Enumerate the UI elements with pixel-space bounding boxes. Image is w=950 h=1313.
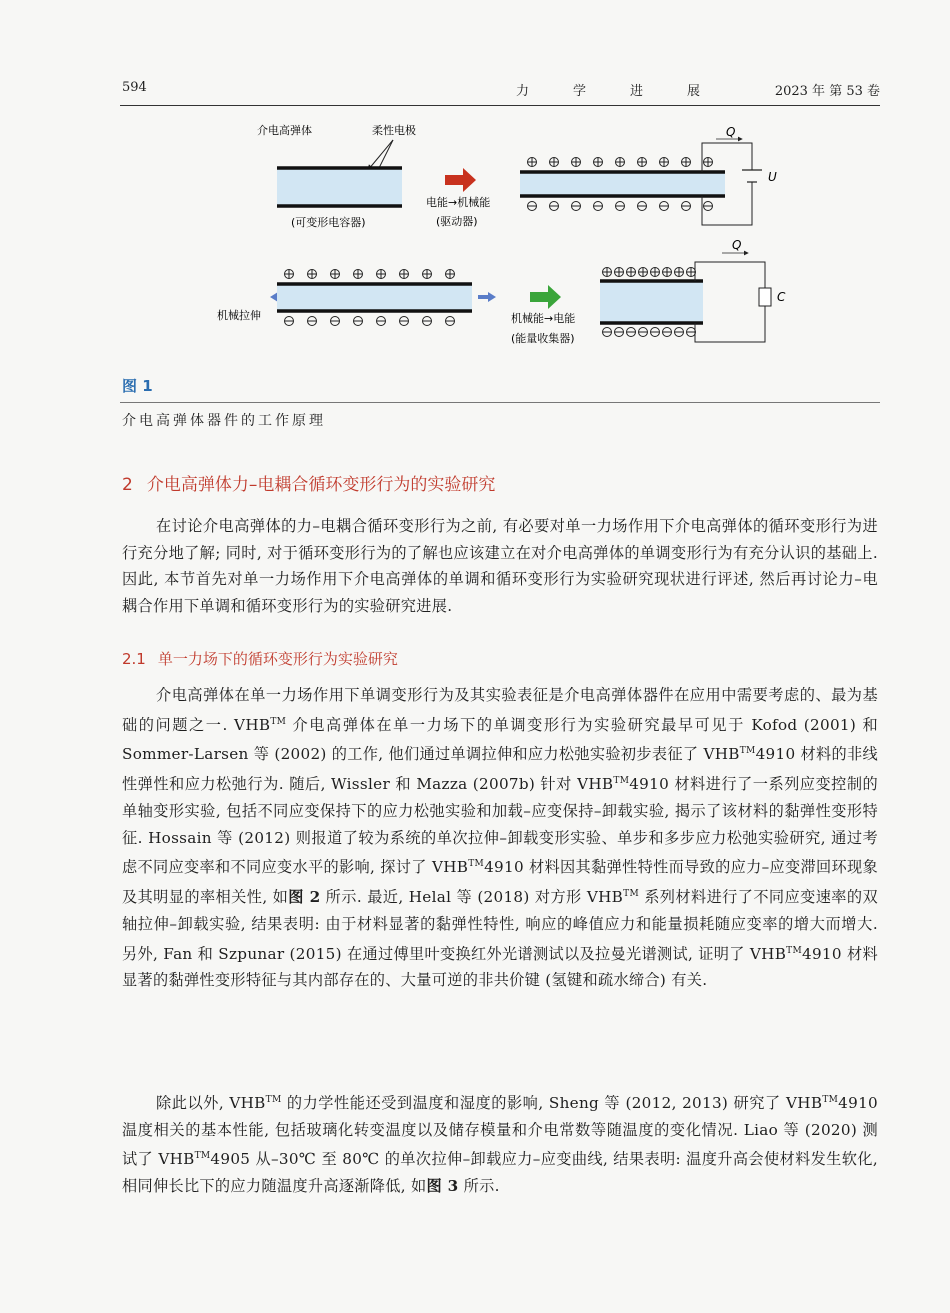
elastomer-film [277, 168, 402, 206]
volume-info: 2023 年 第 53 卷 [774, 84, 880, 99]
figure-rule [120, 402, 880, 403]
red-arrow-icon [445, 168, 476, 192]
label-mech-to-elec: 机械能→电能 [511, 312, 576, 325]
label-q-actuator: Q [726, 125, 736, 139]
harvester-film [600, 281, 703, 323]
figure-3-ref: 图 3 [426, 1177, 459, 1196]
subsection-title: 单一力场下的循环变形行为实验研究 [157, 650, 398, 668]
stretched-film [277, 284, 472, 311]
label-elec-to-mech: 电能→机械能 [426, 196, 491, 209]
capacitor-icon [759, 288, 771, 306]
figure-1 [120, 112, 880, 367]
harvester-plus-charges [603, 268, 696, 277]
section-title: 介电高弹体力–电耦合循环变形行为的实验研究 [146, 475, 496, 495]
label-q-harvester: Q [732, 238, 742, 252]
label-electrode: 柔性电极 [372, 124, 416, 137]
subsection-number: 2.1 [122, 650, 146, 668]
running-header [122, 80, 880, 104]
section-heading [122, 470, 495, 495]
stretched-plus-charges [285, 270, 455, 279]
blue-arrow-right-icon [478, 292, 496, 302]
journal-title: 力学进展 [516, 84, 745, 99]
label-actuator: (驱动器) [436, 215, 478, 228]
paragraph-monotonic: 介电高弹体在单一力场作用下单调变形行为及其实验表征是介电高弹体器件在应用中需要考虑的、最为基础的问题之一. VHB™ 介电高弹体在单一力场下的单调变形行为实验研究最早可见于 Kofod (2001) 和 Sommer-Larsen 等 (2002) 的工作, 他们通过单调拉伸和应力松弛实验初步表征了 VHB™4910 材料的非线性弹性和应力松弛行为. 随后, Wissler 和 Mazza (2007b) 针对 VHB™4910 材料进行了一系列应变控制的单轴变形实验, 包括不同应变保持下的应力松弛实验和加载–应变保持–卸载实验, 揭示了该材料的黏弹性变形特征. Hossain 等 (2012) 则报道了较为系统的单次拉伸–卸载变形实验、单步和多步应力松弛实验研究, 通过考虑不同应变率和不同应变水平的影响, 探讨了 VHB™4910 材料因其黏弹性特性而导致的应力–应变滞回环现象及其明显的率相关性, 如图 2 所示. 最近, Helal 等 (2018) 对方形 VHB™ 系列材料进行了不同应变速率的双轴拉伸–卸载实验, 结果表明: 由于材料显著的黏弹性特性, 响应的峰值应力和能量损耗随应变率的增大而增大. 另外, Fan 和 Szpunar (2015) 在通过傅里叶变换红外光谱测试以及拉曼光谱测试, 证明了 VHB™4910 材料显著的黏弹性变形特征与其内部存在的、大量可逆的非共价键 (氢键和疏水缔合) 有关. [122, 686, 878, 990]
section-number: 2 [122, 475, 133, 495]
actuator-film [520, 172, 725, 196]
label-capacitance-c: C [777, 290, 786, 304]
harvester-minus-charges [603, 328, 696, 337]
figure-label: 图 1 [122, 377, 153, 395]
page-number: 594 [122, 80, 147, 95]
figure-2-ref: 图 2 [288, 888, 321, 907]
paragraph-temperature: 除此以外, VHB™ 的力学性能还受到温度和湿度的影响, Sheng 等 (2012, 2013) 研究了 VHB™4910 温度相关的基本性能, 包括玻璃化转变温度以及储存模量和介电常数等随温度的变化情况. Liao 等 (2020) 测试了 VHB™4905 从–30℃ 至 80℃ 的单次拉伸–卸载应力–应变曲线, 结果表明: 温度升高会使材料发生软化, 相同伸长比下的应力随温度升高逐渐降低, 如图 3 所示. [122, 1094, 878, 1196]
label-elastomer: 介电高弹体 [257, 124, 312, 137]
label-voltage-u: U [768, 170, 777, 184]
stretched-minus-charges [285, 317, 455, 326]
paragraph-intro: 在讨论介电高弹体的力–电耦合循环变形行为之前, 有必要对单一力场作用下介电高弹体的循环变形行为进行充分地了解; 同时, 对于循环变形行为的了解也应该建立在对介电高弹体的单调变形行为有充分认识的基础上. 因此, 本节首先对单一力场作用下介电高弹体的单调和循环变形行为实验研究现状进行评述, 然后再讨论力–电耦合作用下单调和循环变形行为的实验研究进展. [122, 517, 878, 616]
figure-caption: 介电高弹体器件的工作原理 [122, 413, 326, 429]
label-stretch: 机械拉伸 [217, 309, 261, 322]
label-capacitor: (可变形电容器) [291, 216, 366, 229]
actuator-plus-charges [528, 158, 713, 167]
actuator-minus-charges [528, 202, 713, 211]
subsection-heading [122, 648, 398, 669]
green-arrow-icon [530, 285, 561, 309]
working-principle-diagram [120, 112, 880, 367]
header-rule [120, 105, 880, 106]
label-harvester: (能量收集器) [511, 332, 575, 345]
